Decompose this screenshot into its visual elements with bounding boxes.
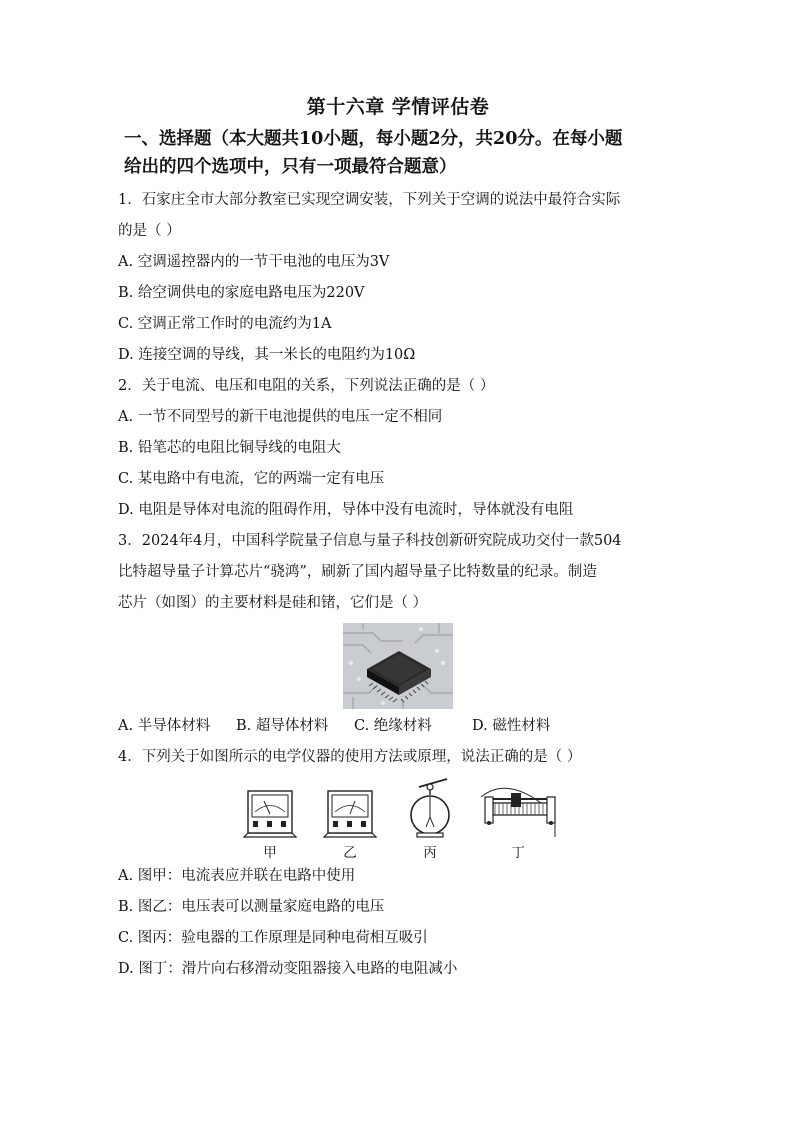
question-1-option-c: C. 空调正常工作时的电流约为1A [118,316,332,332]
instrument-label-ding: 丁 [511,845,525,861]
question-3-option-a: A. 半导体材料 [118,718,211,734]
section-heading-line-2: 给出的四个选项中，只有一项最符合题意） [124,157,457,177]
instrument-figure [118,777,678,861]
question-1-option-d: D. 连接空调的导线，其一米长的电阻约为10Ω [118,347,416,363]
instrument-label-bing: 丙 [423,845,437,861]
question-2-option-c: C. 某电路中有电流，它的两端一定有电压 [118,471,385,487]
question-3-stem-line-2: 比特超导量子计算芯片“骁鸿”，刷新了国内超导量子比特数量的纪录。制造 [118,564,597,580]
question-1-stem-line-1: 1．石家庄全市大部分教室已实现空调安装，下列关于空调的说法中最符合实际 [118,192,621,208]
question-1 [118,185,678,371]
question-4-option-a: A. 图甲：电流表应并联在电路中使用 [118,868,356,884]
exam-page [118,92,678,985]
rheostat-icon [471,777,565,839]
question-1-option-b: B. 给空调供电的家庭电路电压为220V [118,285,365,301]
question-3-options [118,711,678,742]
question-1-stem-line-2: 的是（ ） [118,223,181,239]
question-4 [118,742,678,985]
question-3-option-c: C. 绝缘材料 [354,718,432,734]
instrument-yi [310,777,390,861]
question-2-option-a: A. 一节不同型号的新干电池提供的电压一定不相同 [118,409,443,425]
question-2-stem: 2．关于电流、电压和电阻的关系，下列说法正确的是（ ） [118,378,495,394]
question-4-option-b: B. 图乙：电压表可以测量家庭电路的电压 [118,899,385,915]
voltmeter-icon [320,777,380,839]
instrument-jia [230,777,310,861]
instrument-ding [470,777,566,861]
instrument-label-jia: 甲 [263,845,277,861]
question-3-option-d: D. 磁性材料 [472,718,551,734]
question-4-option-c: C. 图丙：验电器的工作原理是同种电荷相互吸引 [118,930,428,946]
question-4-stem: 4．下列关于如图所示的电学仪器的使用方法或原理，说法正确的是（ ） [118,749,582,765]
page-title: 第十六章 学情评估卷 [306,96,490,118]
question-2-option-d: D. 电阻是导体对电流的阻碍作用，导体中没有电流时，导体就没有电阻 [118,502,574,518]
question-4-option-d: D. 图丁：滑片向右移滑动变阻器接入电路的电阻减小 [118,961,458,977]
question-3 [118,526,678,742]
ammeter-icon [240,777,300,839]
section-heading [124,125,678,181]
question-2 [118,371,678,526]
electroscope-icon [397,777,463,839]
chip-image [343,623,453,709]
question-3-stem-line-3: 芯片（如图）的主要材料是硅和锗，它们是（ ） [118,595,428,611]
section-heading-line-1: 一、选择题（本大题共10小题，每小题2分，共20分。在每小题 [124,129,623,149]
question-3-option-b: B. 超导体材料 [236,718,329,734]
question-1-option-a: A. 空调遥控器内的一节干电池的电压为3V [118,254,390,270]
instrument-bing [390,777,470,861]
chip-figure [118,623,678,709]
question-3-stem-line-1: 3．2024年4月，中国科学院量子信息与量子科技创新研究院成功交付一款504 [118,533,622,549]
instrument-label-yi: 乙 [343,845,357,861]
question-2-option-b: B. 铅笔芯的电阻比铜导线的电阻大 [118,440,341,456]
